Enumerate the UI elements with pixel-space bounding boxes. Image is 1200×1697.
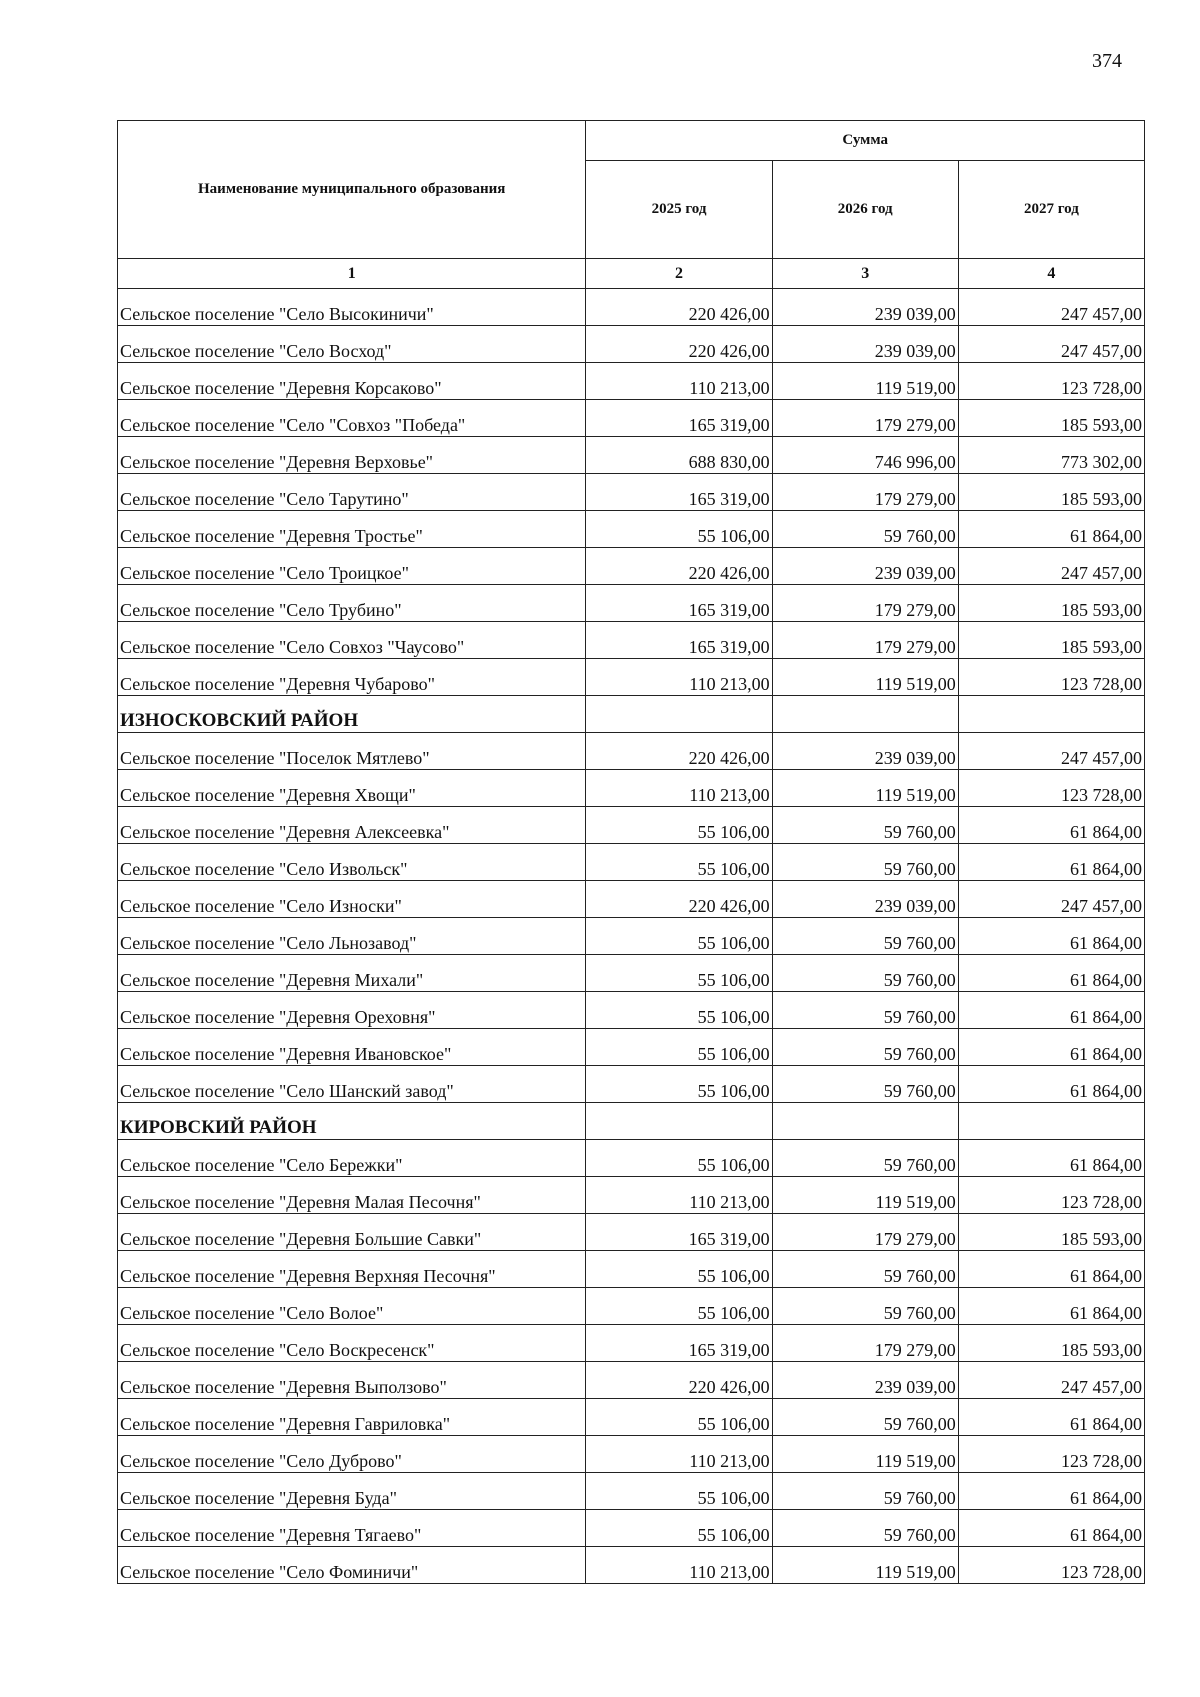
municipality-name: Сельское поселение "Село Трубино" (118, 585, 586, 622)
table-row (118, 770, 1145, 807)
amount-2027: 61 864,00 (958, 1066, 1144, 1103)
municipality-name: Сельское поселение "Село Совхоз "Чаусово" (118, 622, 586, 659)
amount-2027: 123 728,00 (958, 363, 1144, 400)
amount-2026: 119 519,00 (772, 770, 958, 807)
table-row (118, 1288, 1145, 1325)
table-row (118, 1251, 1145, 1288)
amount-2026: 59 760,00 (772, 1029, 958, 1066)
amount-2027: 61 864,00 (958, 1251, 1144, 1288)
amount-2026: 59 760,00 (772, 511, 958, 548)
amount-2025: 55 106,00 (586, 1510, 772, 1547)
table-row (118, 955, 1145, 992)
table-row (118, 1362, 1145, 1399)
amount-2025: 220 426,00 (586, 1362, 772, 1399)
amount-2025: 220 426,00 (586, 548, 772, 585)
amount-2026: 59 760,00 (772, 918, 958, 955)
municipality-name: Сельское поселение "Село Волое" (118, 1288, 586, 1325)
amount-2027: 185 593,00 (958, 585, 1144, 622)
amount-2026: 59 760,00 (772, 1251, 958, 1288)
amount-2025: 55 106,00 (586, 1140, 772, 1177)
municipality-name: Сельское поселение "Село Троицкое" (118, 548, 586, 585)
municipality-name: Сельское поселение "Деревня Малая Песочня" (118, 1177, 586, 1214)
amount-2025: 165 319,00 (586, 1325, 772, 1362)
amount-2027: 247 457,00 (958, 326, 1144, 363)
municipality-name: Сельское поселение "Деревня Верхняя Песочня" (118, 1251, 586, 1288)
amount-2026: 179 279,00 (772, 622, 958, 659)
municipality-name: Сельское поселение "Село Шанский завод" (118, 1066, 586, 1103)
amount-2025: 688 830,00 (586, 437, 772, 474)
amount-2025: 220 426,00 (586, 326, 772, 363)
amount-2027: 185 593,00 (958, 1214, 1144, 1251)
header-year-2027: 2027 год (958, 161, 1144, 259)
amount-2027: 247 457,00 (958, 733, 1144, 770)
amount-2027: 61 864,00 (958, 1399, 1144, 1436)
amount-2027: 123 728,00 (958, 770, 1144, 807)
table-row (118, 807, 1145, 844)
amount-2027: 61 864,00 (958, 1473, 1144, 1510)
empty-cell (586, 696, 772, 733)
amount-2025: 110 213,00 (586, 659, 772, 696)
amount-2025: 165 319,00 (586, 585, 772, 622)
municipality-name: Сельское поселение "Деревня Алексеевка" (118, 807, 586, 844)
amount-2025: 165 319,00 (586, 474, 772, 511)
municipality-name: Сельское поселение "Деревня Тягаево" (118, 1510, 586, 1547)
table-row (118, 659, 1145, 696)
municipality-name: Сельское поселение "Село Извольск" (118, 844, 586, 881)
amount-2025: 55 106,00 (586, 1473, 772, 1510)
table-row (118, 1325, 1145, 1362)
empty-cell (772, 696, 958, 733)
table-row (118, 733, 1145, 770)
table-row (118, 1399, 1145, 1436)
amount-2025: 165 319,00 (586, 622, 772, 659)
amount-2027: 185 593,00 (958, 1325, 1144, 1362)
table-row (118, 1177, 1145, 1214)
municipality-name: Сельское поселение "Деревня Хвощи" (118, 770, 586, 807)
table-row (118, 548, 1145, 585)
empty-cell (586, 1103, 772, 1140)
amount-2026: 119 519,00 (772, 363, 958, 400)
amount-2025: 55 106,00 (586, 844, 772, 881)
amount-2027: 61 864,00 (958, 918, 1144, 955)
amount-2026: 59 760,00 (772, 1288, 958, 1325)
table-row (118, 474, 1145, 511)
municipality-name: Сельское поселение "Деревня Верховье" (118, 437, 586, 474)
amount-2025: 55 106,00 (586, 1251, 772, 1288)
amount-2027: 185 593,00 (958, 400, 1144, 437)
municipality-name: Сельское поселение "Деревня Ивановское" (118, 1029, 586, 1066)
amount-2026: 239 039,00 (772, 326, 958, 363)
column-number-3: 3 (772, 259, 958, 289)
municipality-name: Сельское поселение "Деревня Выползово" (118, 1362, 586, 1399)
municipality-name: Сельское поселение "Деревня Гавриловка" (118, 1399, 586, 1436)
amount-2026: 239 039,00 (772, 548, 958, 585)
amount-2026: 59 760,00 (772, 992, 958, 1029)
column-number-1: 1 (118, 259, 586, 289)
municipality-name: Сельское поселение "Деревня Чубарово" (118, 659, 586, 696)
amount-2027: 61 864,00 (958, 511, 1144, 548)
municipality-name: Сельское поселение "Село "Совхоз "Победа" (118, 400, 586, 437)
header-sum-group: Сумма (586, 121, 1145, 161)
amount-2027: 61 864,00 (958, 844, 1144, 881)
column-number-4: 4 (958, 259, 1144, 289)
amount-2025: 55 106,00 (586, 1288, 772, 1325)
municipality-name: Сельское поселение "Поселок Мятлево" (118, 733, 586, 770)
table-row (118, 918, 1145, 955)
amount-2027: 247 457,00 (958, 881, 1144, 918)
amount-2027: 247 457,00 (958, 1362, 1144, 1399)
amount-2025: 55 106,00 (586, 1399, 772, 1436)
amount-2026: 59 760,00 (772, 1510, 958, 1547)
budget-table (117, 120, 1145, 1584)
amount-2026: 119 519,00 (772, 1547, 958, 1584)
amount-2026: 179 279,00 (772, 1325, 958, 1362)
table-row (118, 1214, 1145, 1251)
section-row (118, 696, 1145, 733)
table-row (118, 400, 1145, 437)
table-row (118, 992, 1145, 1029)
amount-2027: 185 593,00 (958, 474, 1144, 511)
table-row (118, 511, 1145, 548)
amount-2025: 55 106,00 (586, 511, 772, 548)
amount-2025: 55 106,00 (586, 918, 772, 955)
amount-2025: 55 106,00 (586, 1066, 772, 1103)
amount-2027: 61 864,00 (958, 1029, 1144, 1066)
municipality-name: Сельское поселение "Село Высокиничи" (118, 289, 586, 326)
amount-2027: 61 864,00 (958, 1140, 1144, 1177)
amount-2025: 55 106,00 (586, 992, 772, 1029)
table-row (118, 1029, 1145, 1066)
table-row (118, 585, 1145, 622)
municipality-name: Сельское поселение "Деревня Михали" (118, 955, 586, 992)
amount-2026: 179 279,00 (772, 1214, 958, 1251)
amount-2026: 59 760,00 (772, 1140, 958, 1177)
amount-2027: 123 728,00 (958, 1547, 1144, 1584)
municipality-name: Сельское поселение "Село Льнозавод" (118, 918, 586, 955)
municipality-name: Сельское поселение "Деревня Большие Савки" (118, 1214, 586, 1251)
table-row (118, 881, 1145, 918)
table-row (118, 437, 1145, 474)
municipality-name: Сельское поселение "Деревня Тростье" (118, 511, 586, 548)
amount-2025: 165 319,00 (586, 1214, 772, 1251)
table-row (118, 1066, 1145, 1103)
municipality-name: Сельское поселение "Деревня Буда" (118, 1473, 586, 1510)
municipality-name: Сельское поселение "Село Воскресенск" (118, 1325, 586, 1362)
amount-2025: 110 213,00 (586, 1177, 772, 1214)
amount-2027: 61 864,00 (958, 807, 1144, 844)
amount-2025: 55 106,00 (586, 1029, 772, 1066)
amount-2025: 110 213,00 (586, 770, 772, 807)
header-year-2025: 2025 год (586, 161, 772, 259)
amount-2026: 119 519,00 (772, 659, 958, 696)
amount-2027: 185 593,00 (958, 622, 1144, 659)
amount-2025: 220 426,00 (586, 289, 772, 326)
amount-2025: 55 106,00 (586, 955, 772, 992)
amount-2025: 110 213,00 (586, 1436, 772, 1473)
amount-2027: 61 864,00 (958, 955, 1144, 992)
municipality-name: Сельское поселение "Село Тарутино" (118, 474, 586, 511)
amount-2026: 239 039,00 (772, 733, 958, 770)
municipality-name: Сельское поселение "Село Износки" (118, 881, 586, 918)
table-row (118, 1547, 1145, 1584)
amount-2026: 239 039,00 (772, 289, 958, 326)
table-header (118, 121, 1145, 289)
municipality-name: Сельское поселение "Деревня Корсаково" (118, 363, 586, 400)
amount-2027: 61 864,00 (958, 992, 1144, 1029)
amount-2025: 55 106,00 (586, 807, 772, 844)
page-number: 374 (1092, 50, 1122, 72)
amount-2025: 220 426,00 (586, 733, 772, 770)
amount-2026: 59 760,00 (772, 844, 958, 881)
amount-2027: 61 864,00 (958, 1288, 1144, 1325)
table-row (118, 1140, 1145, 1177)
municipality-name: Сельское поселение "Село Бережки" (118, 1140, 586, 1177)
amount-2027: 247 457,00 (958, 289, 1144, 326)
amount-2025: 220 426,00 (586, 881, 772, 918)
table-row (118, 289, 1145, 326)
amount-2026: 179 279,00 (772, 400, 958, 437)
header-name-column: Наименование муниципального образования (118, 121, 586, 259)
section-row (118, 1103, 1145, 1140)
amount-2026: 746 996,00 (772, 437, 958, 474)
table-row (118, 1436, 1145, 1473)
municipality-name: Сельское поселение "Деревня Ореховня" (118, 992, 586, 1029)
amount-2026: 59 760,00 (772, 1066, 958, 1103)
empty-cell (958, 1103, 1144, 1140)
amount-2027: 247 457,00 (958, 548, 1144, 585)
amount-2025: 110 213,00 (586, 1547, 772, 1584)
column-number-2: 2 (586, 259, 772, 289)
amount-2026: 119 519,00 (772, 1436, 958, 1473)
amount-2027: 773 302,00 (958, 437, 1144, 474)
table-row (118, 363, 1145, 400)
amount-2027: 123 728,00 (958, 1436, 1144, 1473)
empty-cell (772, 1103, 958, 1140)
amount-2027: 123 728,00 (958, 659, 1144, 696)
amount-2026: 59 760,00 (772, 955, 958, 992)
municipality-name: Сельское поселение "Село Восход" (118, 326, 586, 363)
table-row (118, 326, 1145, 363)
table-row (118, 622, 1145, 659)
amount-2026: 179 279,00 (772, 585, 958, 622)
table-row (118, 1510, 1145, 1547)
amount-2026: 59 760,00 (772, 1399, 958, 1436)
amount-2027: 123 728,00 (958, 1177, 1144, 1214)
amount-2025: 110 213,00 (586, 363, 772, 400)
amount-2026: 59 760,00 (772, 1473, 958, 1510)
amount-2026: 179 279,00 (772, 474, 958, 511)
amount-2027: 61 864,00 (958, 1510, 1144, 1547)
section-title: ИЗНОСКОВСКИЙ РАЙОН (118, 696, 586, 733)
amount-2025: 165 319,00 (586, 400, 772, 437)
municipality-name: Сельское поселение "Село Фоминичи" (118, 1547, 586, 1584)
table-body (118, 289, 1145, 1584)
table-row (118, 844, 1145, 881)
amount-2026: 119 519,00 (772, 1177, 958, 1214)
amount-2026: 59 760,00 (772, 807, 958, 844)
municipality-name: Сельское поселение "Село Дуброво" (118, 1436, 586, 1473)
table-row (118, 1473, 1145, 1510)
section-title: КИРОВСКИЙ РАЙОН (118, 1103, 586, 1140)
amount-2026: 239 039,00 (772, 881, 958, 918)
empty-cell (958, 696, 1144, 733)
amount-2026: 239 039,00 (772, 1362, 958, 1399)
header-year-2026: 2026 год (772, 161, 958, 259)
